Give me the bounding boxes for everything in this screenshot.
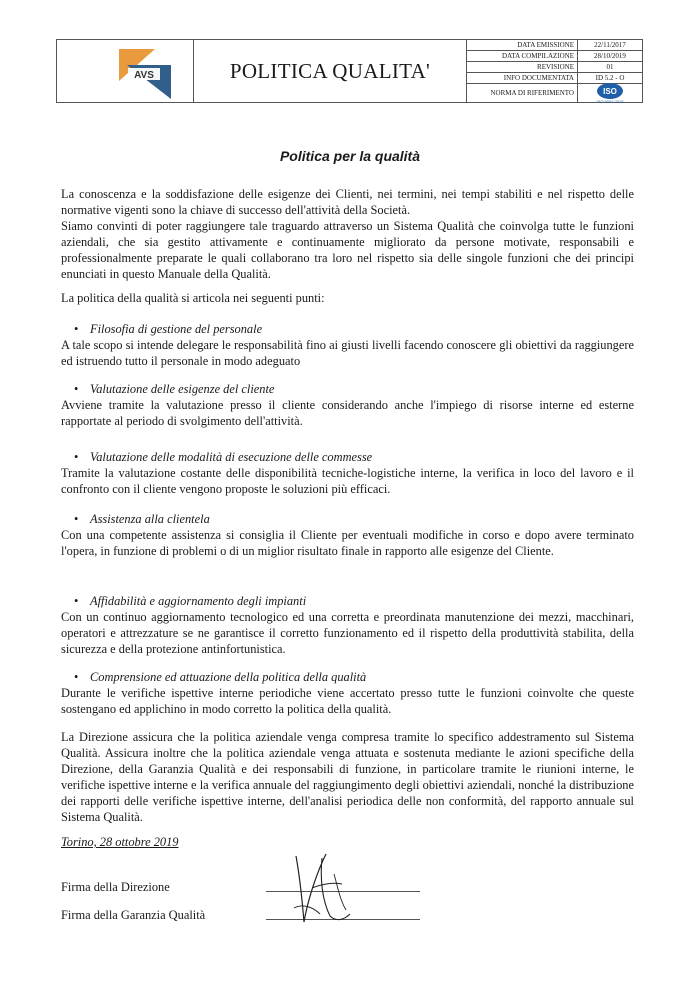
svg-text:ISO: ISO bbox=[603, 87, 617, 96]
point-title: • Filosofia di gestione del personale bbox=[90, 321, 262, 337]
point-title: • Affidabilità e aggiornamento degli impianti bbox=[90, 593, 306, 609]
header-row-norm bbox=[467, 84, 642, 102]
header-row-label: DATA EMISSIONE bbox=[467, 40, 578, 50]
header-row-label: NORMA DI RIFERIMENTO bbox=[467, 84, 578, 102]
header-row-label: DATA COMPILAZIONE bbox=[467, 51, 578, 61]
header-info-table bbox=[467, 40, 642, 102]
document-header bbox=[56, 39, 643, 103]
points-intro: La politica della qualità si articola nei seguenti punti: bbox=[61, 291, 325, 305]
point-title: • Valutazione delle esigenze del cliente bbox=[90, 381, 274, 397]
point-text: Avviene tramite la valutazione presso il cliente considerando anche l'impiego di risorse interne ed esterne rapportate al periodo di svolgimento dell'attività. bbox=[61, 398, 634, 428]
header-row-label: REVISIONE bbox=[467, 62, 578, 72]
header-row-revision bbox=[467, 62, 642, 73]
signature-label-direzione: Firma della Direzione bbox=[61, 880, 170, 894]
handwritten-signature bbox=[282, 848, 362, 928]
point-title: • Comprensione ed attuazione della politica della qualità bbox=[90, 669, 366, 685]
point-text: Con un continuo aggiornamento tecnologico ed una corretta e preordinata manutenzione dei mezzi, macchinari, operatori e attrezzature se ne garantisce il corretto funzionamento ed il rispetto della produttività stabilita, della sicurezza e della protezione antinfortunistica. bbox=[61, 610, 634, 656]
point-text: A tale scopo si intende delegare le responsabilità fino ai giusti livelli facendo conoscere gli obiettivi da raggiungere ed istruendo tutto il personale in modo adeguato bbox=[61, 338, 634, 368]
header-row-label: INFO DOCUMENTATA bbox=[467, 73, 578, 83]
header-row-value: 28/10/2019 bbox=[594, 52, 626, 60]
header-row-value: 01 bbox=[606, 63, 614, 71]
company-logo bbox=[57, 40, 194, 102]
intro-paragraph-2: Siamo convinti di poter raggiungere tale traguardo attraverso un Sistema Qualità che coinvolga tutte le funzioni aziendali, che sia gestito attivamente e continuamente migliorato da persone motivate, responsabili e professionalmente preparate le quali collaborano tra loro nel rispetto sia delle singole funzioni che dei principi enunciati in questo Manuale della Qualità. bbox=[61, 219, 634, 281]
header-row-compilation bbox=[467, 51, 642, 62]
iso-certification-icon bbox=[595, 82, 625, 104]
place-date: Torino, 28 ottobre 2019 bbox=[61, 835, 179, 849]
point-title: • Valutazione delle modalità di esecuzione delle commesse bbox=[90, 449, 372, 465]
iso-norm-value: ISO 9001:2015 bbox=[596, 99, 624, 104]
point-text: Con una competente assistenza si consiglia il Cliente per eventuali modifiche in corso e dopo avere terminato l'opera, in funzione di problemi o di un miglior risultato finale in rapporto alle esigenze del Cliente. bbox=[61, 528, 634, 558]
intro-paragraph-1: La conoscenza e la soddisfazione delle esigenze dei Clienti, nei termini, nei tempi stabiliti e nel rispetto delle normative vigenti sono la chiave di successo dell'attività della Società. bbox=[61, 187, 634, 217]
point-text: Tramite la valutazione costante delle disponibilità tecniche-logistiche interne, la verifica in loco del lavoro e il confronto con il cliente vengono proposte le soluzioni più efficaci. bbox=[61, 466, 634, 496]
header-row-value: ID 5.2 - O bbox=[595, 74, 625, 82]
document-title: Politica per la qualità bbox=[279, 148, 421, 164]
signature-label-garanzia: Firma della Garanzia Qualità bbox=[61, 908, 206, 922]
logo-text: AVS bbox=[134, 70, 154, 81]
header-row-emission bbox=[467, 40, 642, 51]
point-text: Durante le verifiche ispettive interne periodiche viene accertato presso tutte le funzioni coinvolte che queste sostengano ed applichino in modo corretto la politica della qualità. bbox=[61, 686, 634, 716]
header-title: POLITICA QUALITA' bbox=[194, 40, 467, 102]
closing-paragraph: La Direzione assicura che la politica aziendale venga compresa tramite lo specifico addestramento sul Sistema Qualità. Assicura inoltre che la politica aziendale venga attuata e sostenuta mediante le azioni specifiche della Direzione, della Garanzia Qualità e dei responsabili di funzione, in particolare tramite le riunioni interne, le verifiche ispettive interne e la verifica annuale del raggiungimento degli obiettivi aziendali, nonché la distribuzione dei rapporti delle verifiche ispettive interne, dell'analisi periodica delle non conformità, del rapporto annuale sul Sistema Qualità. bbox=[61, 730, 634, 824]
avs-logo-icon bbox=[113, 47, 179, 99]
header-row-value: 22/11/2017 bbox=[594, 41, 626, 49]
point-title: • Assistenza alla clientela bbox=[90, 511, 210, 527]
